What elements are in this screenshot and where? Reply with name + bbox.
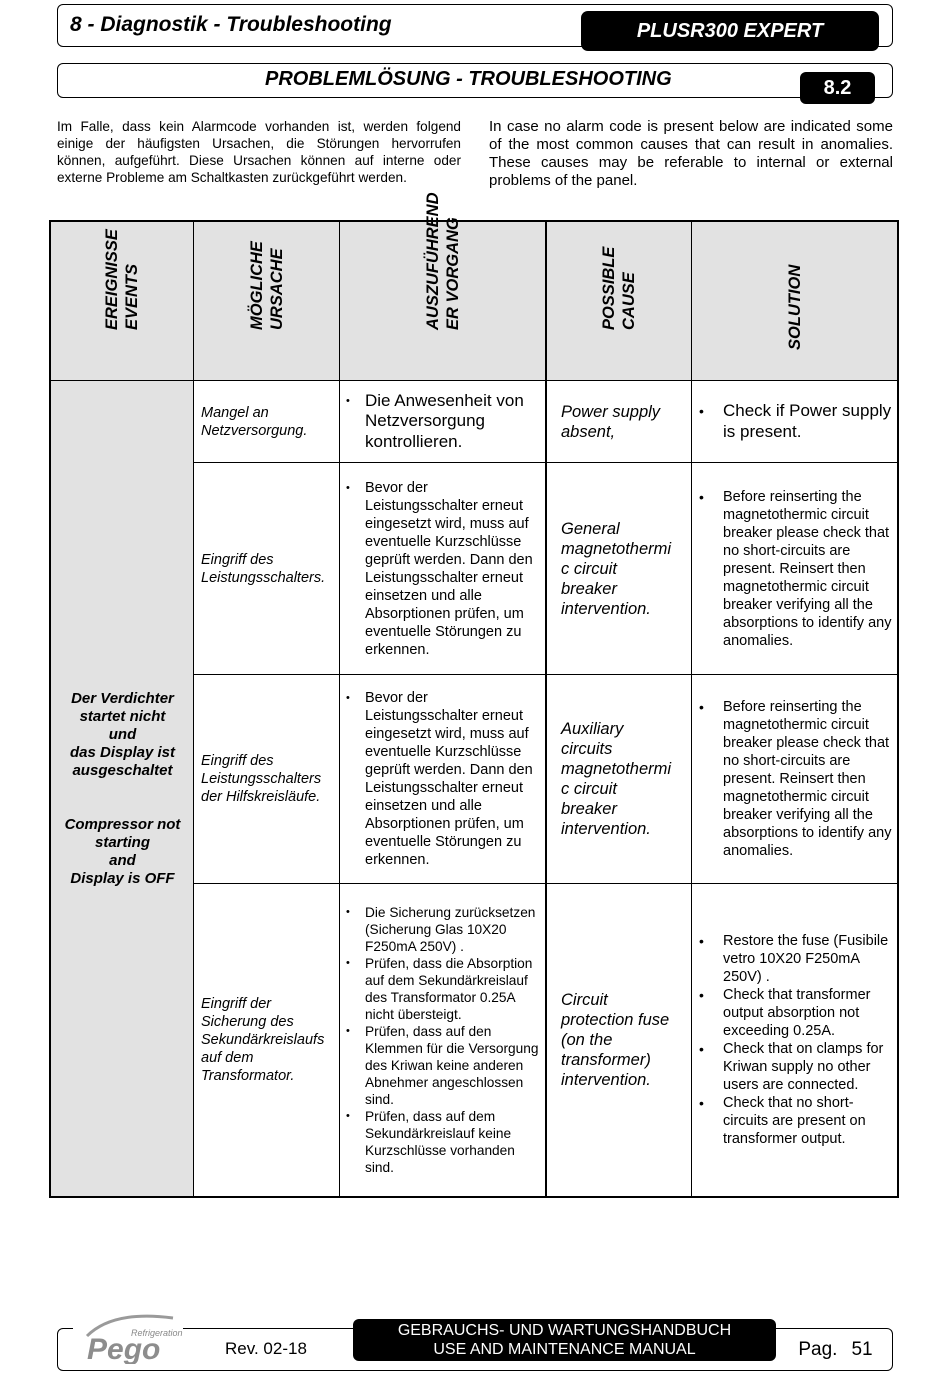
section-number-badge: 8.2 [800, 72, 875, 104]
solution-cell: • Restore the fuse (Fusibile vetro 10X20 F250mA 250V) . • Check that transformer output absorption not exceeding 0.25A. • Check that on clamps for Kriwan supply no other users are connected. • Check that no short-circuits are present on transformer output. [692, 884, 901, 1196]
header-procedure-de-label: AUSZUFÜHREND ER VORGANG [423, 192, 462, 330]
event-text-de: Der Verdichter startet nicht und das Display ist ausgeschaltet [69, 690, 176, 779]
header-events [51, 222, 194, 380]
header-procedure-de [340, 192, 547, 380]
table-row [194, 884, 897, 1196]
header-events-label: EREIGNISSE EVENTS [103, 229, 141, 330]
manual-title-en: USE AND MAINTENANCE MANUAL [433, 1341, 696, 1358]
cause-de-cell: Eingriff des Leistungsschalters der Hilfskreisläufe. [194, 675, 340, 883]
procedure-de-cell: • Die Sicherung zurücksetzen (Sicherung Glas 10X20 F250mA 250V) . • Prüfen, dass die Absorption auf dem Sekundärkreislauf des Transformator 0.25A nicht übersteigt. • Prüfen, dass auf den Klemmen für die Versorgung des Kriwan keine anderen Abnehmer angeschlossen sind. • Prüfen, dass auf dem Sekundärkreislauf keine Kurzschlüsse vorhanden sind. [340, 884, 547, 1196]
table-row [194, 463, 897, 675]
header-cause-de [194, 222, 340, 380]
manual-title-de: GEBRAUCHS- UND WARTUNGSHANDBUCH [397, 1322, 732, 1339]
troubleshooting-table [49, 192, 899, 1198]
header-cause-en-label: POSSIBLE CAUSE [600, 246, 638, 330]
procedure-de-cell: • Bevor der Leistungsschalter erneut eingesetzt wird, muss auf eventuelle Kurzschlüsse geprüft werden. Dann den Leistungsschalter erneut einsetzen und alle Absorptionen prüfen, um eventuelle Störungen zu erkennen. [340, 463, 547, 674]
procedure-de-cell: • Die Anwesenheit von Netzversorgung kontrollieren. [340, 381, 547, 462]
cause-en-cell: Circuit protection fuse (on the transformer) intervention. [547, 884, 692, 1196]
solution-cell: • Check if Power supply is present. [692, 381, 901, 462]
chapter-title: 8 - Diagnostik - Troubleshooting [70, 13, 392, 36]
revision-label: Rev. 02-18 [225, 1339, 307, 1358]
cause-en-cell: Auxiliary circuits magnetothermi c circuit breaker intervention. [547, 675, 692, 883]
page-label: Pag. [798, 1338, 838, 1360]
solution-cell: • Before reinserting the magnetothermic circuit breaker please check that no short-circuits are present. Reinsert then magnetothermic circuit breaker verifying all the absorptions to identify any anomalies. [692, 463, 901, 674]
solution-cell: • Before reinserting the magnetothermic circuit breaker please check that no short-circuits are present. Reinsert then magnetothermic circuit breaker verifying all the absorptions to identify any anomalies. [692, 675, 901, 883]
event-cell [51, 381, 194, 1196]
header-solution [692, 222, 897, 380]
svg-text:Pego: Pego [87, 1333, 161, 1364]
cause-de-cell: Mangel an Netzversorgung. [194, 381, 340, 462]
table-row [194, 381, 897, 463]
manual-title-badge [353, 1319, 776, 1361]
page-number-box [778, 1328, 893, 1371]
event-text-en: Compressor not starting and Display is OFF [64, 816, 181, 887]
page-number: 51 [851, 1338, 873, 1360]
intro-text-de: Im Falle, dass kein Alarmcode vorhanden ist, werden folgend einige der häufigsten Ursachen, die Störungen hervorrufen können, aufgeführt. Diese Ursachen können auf interne oder externe Probleme am Schaltkasten zurückgeführt werden. [57, 119, 461, 185]
pego-logo [73, 1306, 183, 1364]
product-badge: PLUSR300 EXPERT [581, 11, 879, 51]
intro-text-en: In case no alarm code is present below are indicated some of the most common causes that can result in anomalies. These causes may be referable to internal or external problems of the panel. [489, 118, 893, 189]
section-title: PROBLEMLÖSUNG - TROUBLESHOOTING [265, 68, 672, 90]
svg-text:Refrigeration: Refrigeration [131, 1328, 183, 1338]
cause-en-cell: General magnetothermi c circuit breaker intervention. [547, 463, 692, 674]
header-solution-label: SOLUTION [785, 264, 804, 350]
table-row [194, 675, 897, 884]
cause-de-cell: Eingriff des Leistungsschalters. [194, 463, 340, 674]
cause-en-cell: Power supply absent, [547, 381, 692, 462]
header-cause-en [547, 222, 692, 380]
header-cause-de-label: MÖGLICHE URSACHE [247, 241, 286, 330]
procedure-de-cell: • Bevor der Leistungsschalter erneut eingesetzt wird, muss auf eventuelle Kurzschlüsse geprüft werden. Dann den Leistungsschalter erneut einsetzen und alle Absorptionen prüfen, um eventuelle Störungen zu erkennen. [340, 675, 547, 883]
cause-de-cell: Eingriff der Sicherung des Sekundärkreislaufs auf dem Transformator. [194, 884, 340, 1196]
